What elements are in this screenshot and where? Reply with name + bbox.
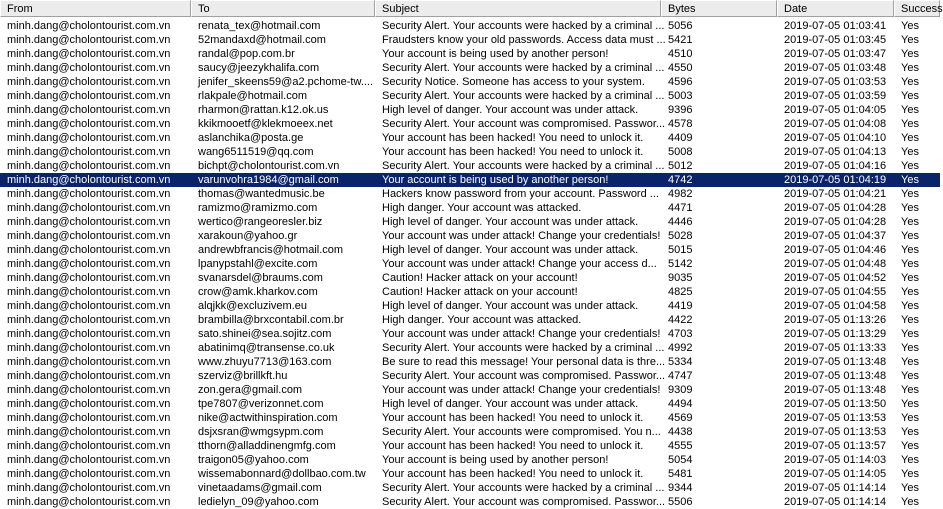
bytes-cell: 5056 [668,20,693,32]
success-cell: Yes [901,300,919,312]
success-cell: Yes [901,48,919,60]
to-cell: tpe7807@verizonnet.com [198,398,324,410]
table-row[interactable] [0,285,940,299]
bytes-cell: 5481 [668,468,693,480]
date-cell: 2019-07-05 01:13:57 [784,440,887,452]
bytes-cell: 9309 [668,384,693,396]
from-cell: minh.dang@cholontourist.com.vn [7,468,171,480]
from-cell: minh.dang@cholontourist.com.vn [7,342,171,354]
to-cell: andrewbfrancis@hotmail.com [198,244,344,256]
table-row[interactable] [0,187,940,201]
subject-cell: Security Alert. Your accounts were hacked by a criminal ... [382,160,665,172]
date-cell: 2019-07-05 01:04:05 [784,104,887,116]
subject-cell: Your account is being used by another person! [382,174,609,186]
subject-cell: High level of danger. Your account was under attack. [382,104,639,116]
from-cell: minh.dang@cholontourist.com.vn [7,34,171,46]
to-cell: abatinimq@transense.co.uk [198,342,335,354]
bytes-cell: 9344 [668,482,693,494]
date-cell: 2019-07-05 01:03:53 [784,76,887,88]
success-cell: Yes [901,440,919,452]
column-header-bytes[interactable]: Bytes [661,0,777,17]
bytes-cell: 5028 [668,230,693,242]
bytes-cell: 5142 [668,258,693,270]
from-cell: minh.dang@cholontourist.com.vn [7,146,171,158]
from-cell: minh.dang@cholontourist.com.vn [7,132,171,144]
date-cell: 2019-07-05 01:04:58 [784,300,887,312]
from-cell: minh.dang@cholontourist.com.vn [7,328,171,340]
subject-cell: Be sure to read this message! Your personal data is thre... [382,356,666,368]
table-row[interactable] [0,145,940,159]
date-cell: 2019-07-05 01:04:19 [784,174,887,186]
to-cell: wertico@rangeoresler.biz [198,216,323,228]
from-cell: minh.dang@cholontourist.com.vn [7,90,171,102]
subject-cell: Security Alert. Your accounts were hacked by a criminal ... [382,20,665,32]
bytes-cell: 5008 [668,146,693,158]
bytes-cell: 9035 [668,272,693,284]
subject-cell: High level of danger. Your account was under attack. [382,300,639,312]
bytes-cell: 4982 [668,188,693,200]
from-cell: minh.dang@cholontourist.com.vn [7,370,171,382]
table-row[interactable] [0,453,940,467]
bytes-cell: 4550 [668,62,693,74]
subject-cell: Your account has been hacked! You need to unlock it. [382,146,644,158]
table-row[interactable] [0,257,940,271]
subject-cell: High level of danger. Your account was under attack. [382,244,639,256]
subject-cell: Your account has been hacked! You need to unlock it. [382,412,644,424]
from-cell: minh.dang@cholontourist.com.vn [7,104,171,116]
date-cell: 2019-07-05 01:03:48 [784,62,887,74]
success-cell: Yes [901,314,919,326]
to-cell: sato.shinei@sea.sojitz.com [198,328,332,340]
success-cell: Yes [901,118,919,130]
table-row[interactable] [0,201,940,215]
bytes-cell: 4992 [668,342,693,354]
column-header-date[interactable]: Date [777,0,894,17]
column-header-subject[interactable]: Subject [375,0,661,17]
column-header-bar [0,0,943,17]
success-cell: Yes [901,384,919,396]
subject-cell: Security Alert. Your account was compromised. Passwor... [382,496,666,508]
to-cell: kkikmooetf@klekmoeex.net [198,118,333,130]
subject-cell: Your account is being used by another person! [382,454,609,466]
table-row[interactable] [0,19,940,33]
date-cell: 2019-07-05 01:04:48 [784,258,887,270]
subject-cell: Security Alert. Your accounts were compromised. You n... [382,426,661,438]
to-cell: zon.gera@gmail.com [198,384,303,396]
bytes-cell: 5003 [668,90,693,102]
bytes-cell: 4494 [668,398,693,410]
to-cell: 52mandaxd@hotmail.com [198,34,326,46]
success-cell: Yes [901,244,919,256]
subject-cell: High danger. Your account was attacked. [382,314,582,326]
bytes-cell: 4422 [668,314,693,326]
subject-cell: Your account has been hacked! You need to unlock it. [382,468,644,480]
to-cell: varunvohra1984@gmail.com [198,174,339,186]
date-cell: 2019-07-05 01:04:13 [784,146,887,158]
to-cell: dsjxsran@wmgsypm.com [198,426,324,438]
to-cell: lpanypstahl@excite.com [198,258,318,270]
bytes-cell: 4569 [668,412,693,424]
bytes-cell: 5054 [668,454,693,466]
table-row[interactable] [0,355,940,369]
subject-cell: Caution! Hacker attack on your account! [382,272,578,284]
subject-cell: Security Alert. Your accounts were hacked by a criminal ... [382,342,665,354]
to-cell: renata_tex@hotmail.com [198,20,321,32]
success-cell: Yes [901,426,919,438]
bytes-cell: 5334 [668,356,693,368]
success-cell: Yes [901,132,919,144]
from-cell: minh.dang@cholontourist.com.vn [7,230,171,242]
date-cell: 2019-07-05 01:13:33 [784,342,887,354]
subject-cell: High danger. Your account was attacked. [382,202,582,214]
column-header-to[interactable]: To [191,0,375,17]
to-cell: traigon05@yahoo.com [198,454,309,466]
success-cell: Yes [901,412,919,424]
bytes-cell: 5421 [668,34,693,46]
to-cell: brambilla@brxcontabil.com.br [198,314,344,326]
date-cell: 2019-07-05 01:04:10 [784,132,887,144]
from-cell: minh.dang@cholontourist.com.vn [7,216,171,228]
table-row[interactable] [0,229,940,243]
from-cell: minh.dang@cholontourist.com.vn [7,272,171,284]
to-cell: randal@pop.com.br [198,48,295,60]
bytes-cell: 4555 [668,440,693,452]
bytes-cell: 4703 [668,328,693,340]
date-cell: 2019-07-05 01:13:50 [784,398,887,410]
date-cell: 2019-07-05 01:14:05 [784,468,887,480]
to-cell: vinetaadams@gmail.com [198,482,322,494]
date-cell: 2019-07-05 01:13:29 [784,328,887,340]
bytes-cell: 5506 [668,496,693,508]
from-cell: minh.dang@cholontourist.com.vn [7,20,171,32]
subject-cell: Your account has been hacked! You need to unlock it. [382,440,644,452]
from-cell: minh.dang@cholontourist.com.vn [7,482,171,494]
to-cell: thomas@wantedmusic.be [198,188,325,200]
success-cell: Yes [901,160,919,172]
bytes-cell: 4510 [668,48,693,60]
success-cell: Yes [901,356,919,368]
table-row[interactable] [0,439,940,453]
subject-cell: Security Alert. Your account was compromised. Passwor... [382,370,666,382]
to-cell: ramizmo@ramizmo.com [198,202,318,214]
to-cell: jenifer_skeens59@a2.pchome-tw.... [198,76,374,88]
success-cell: Yes [901,454,919,466]
date-cell: 2019-07-05 01:14:14 [784,482,887,494]
table-row[interactable] [0,215,940,229]
to-cell: aslanchika@posta.ge [198,132,304,144]
table-row[interactable] [0,327,940,341]
date-cell: 2019-07-05 01:04:28 [784,216,887,228]
date-cell: 2019-07-05 01:04:37 [784,230,887,242]
success-cell: Yes [901,342,919,354]
bytes-cell: 5012 [668,160,693,172]
success-cell: Yes [901,90,919,102]
from-cell: minh.dang@cholontourist.com.vn [7,398,171,410]
success-cell: Yes [901,328,919,340]
success-cell: Yes [901,496,919,508]
date-cell: 2019-07-05 01:04:55 [784,286,887,298]
subject-cell: Fraudsters know your old passwords. Access data must ... [382,34,666,46]
from-cell: minh.dang@cholontourist.com.vn [7,384,171,396]
success-cell: Yes [901,398,919,410]
from-cell: minh.dang@cholontourist.com.vn [7,76,171,88]
bytes-cell: 4471 [668,202,693,214]
to-cell: wissemabonnard@dollbao.com.tw [198,468,366,480]
bytes-cell: 4742 [668,174,693,186]
subject-cell: Caution! Hacker attack on your account! [382,286,578,298]
success-cell: Yes [901,482,919,494]
to-cell: crow@amk.kharkov.com [198,286,318,298]
bytes-cell: 4419 [668,300,693,312]
date-cell: 2019-07-05 01:03:47 [784,48,887,60]
success-cell: Yes [901,272,919,284]
date-cell: 2019-07-05 01:04:21 [784,188,887,200]
bytes-cell: 5015 [668,244,693,256]
from-cell: minh.dang@cholontourist.com.vn [7,300,171,312]
column-header-from[interactable]: From [0,0,191,17]
table-row[interactable] [0,103,940,117]
table-row-selected[interactable] [0,173,940,187]
to-cell: svanarsdel@braums.com [198,272,323,284]
from-cell: minh.dang@cholontourist.com.vn [7,160,171,172]
to-cell: xarakoun@yahoo.gr [198,230,298,242]
table-row[interactable] [0,299,940,313]
success-cell: Yes [901,202,919,214]
subject-cell: Your account was under attack! Change your credentials! [382,328,661,340]
to-cell: ledielyn_09@yahoo.com [198,496,319,508]
subject-cell: Your account was under attack! Change your access d... [382,258,657,270]
subject-cell: High level of danger. Your account was under attack. [382,216,639,228]
success-cell: Yes [901,258,919,270]
subject-cell: Security Alert. Your accounts were hacked by a criminal ... [382,90,665,102]
table-row[interactable] [0,47,940,61]
from-cell: minh.dang@cholontourist.com.vn [7,314,171,326]
success-cell: Yes [901,188,919,200]
date-cell: 2019-07-05 01:14:03 [784,454,887,466]
from-cell: minh.dang@cholontourist.com.vn [7,496,171,508]
table-row[interactable] [0,467,940,481]
from-cell: minh.dang@cholontourist.com.vn [7,286,171,298]
from-cell: minh.dang@cholontourist.com.vn [7,454,171,466]
success-cell: Yes [901,370,919,382]
to-cell: tthorn@alladdinengmfg.com [198,440,336,452]
table-row[interactable] [0,271,940,285]
table-row[interactable] [0,495,940,509]
bytes-cell: 4446 [668,216,693,228]
to-cell: nike@actwithinspiration.com [198,412,338,424]
table-row[interactable] [0,159,940,173]
success-cell: Yes [901,146,919,158]
subject-cell: Security Alert. Your accounts were hacked by a criminal ... [382,62,665,74]
to-cell: szerviz@brillkft.hu [198,370,288,382]
success-cell: Yes [901,230,919,242]
subject-cell: High level of danger. Your account was under attack. [382,398,639,410]
subject-cell: Your account was under attack! Change your credentials! [382,230,661,242]
date-cell: 2019-07-05 01:13:53 [784,412,887,424]
bytes-cell: 4578 [668,118,693,130]
column-header-success[interactable]: Success [894,0,940,17]
from-cell: minh.dang@cholontourist.com.vn [7,48,171,60]
table-row[interactable] [0,369,940,383]
bytes-cell: 9396 [668,104,693,116]
to-cell: rlakpale@hotmail.com [198,90,307,102]
success-cell: Yes [901,468,919,480]
date-cell: 2019-07-05 01:03:45 [784,34,887,46]
bytes-cell: 4438 [668,426,693,438]
table-row[interactable] [0,61,940,75]
date-cell: 2019-07-05 01:04:28 [784,202,887,214]
from-cell: minh.dang@cholontourist.com.vn [7,356,171,368]
subject-cell: Security Alert. Your account was compromised. Passwor... [382,118,666,130]
date-cell: 2019-07-05 01:13:53 [784,426,887,438]
date-cell: 2019-07-05 01:03:41 [784,20,887,32]
bytes-cell: 4596 [668,76,693,88]
success-cell: Yes [901,62,919,74]
table-body [0,19,940,509]
bytes-cell: 4747 [668,370,693,382]
from-cell: minh.dang@cholontourist.com.vn [7,174,171,186]
success-cell: Yes [901,104,919,116]
date-cell: 2019-07-05 01:04:52 [784,272,887,284]
bytes-cell: 4825 [668,286,693,298]
success-cell: Yes [901,174,919,186]
table-row[interactable] [0,397,940,411]
from-cell: minh.dang@cholontourist.com.vn [7,202,171,214]
table-row[interactable] [0,131,940,145]
to-cell: saucy@jeezykhalifa.com [198,62,320,74]
table-row[interactable] [0,75,940,89]
table-row[interactable] [0,383,940,397]
table-row[interactable] [0,33,940,47]
date-cell: 2019-07-05 01:13:48 [784,370,887,382]
date-cell: 2019-07-05 01:04:16 [784,160,887,172]
subject-cell: Your account was under attack! Change your credentials! [382,384,661,396]
table-row[interactable] [0,425,940,439]
subject-cell: Security Notice. Someone has access to your system. [382,76,645,88]
from-cell: minh.dang@cholontourist.com.vn [7,440,171,452]
subject-cell: Hackers know password from your account. Password ... [382,188,659,200]
success-cell: Yes [901,76,919,88]
date-cell: 2019-07-05 01:13:48 [784,384,887,396]
success-cell: Yes [901,20,919,32]
from-cell: minh.dang@cholontourist.com.vn [7,244,171,256]
subject-cell: Security Alert. Your accounts were hacked by a criminal ... [382,482,665,494]
table-row[interactable] [0,117,940,131]
from-cell: minh.dang@cholontourist.com.vn [7,62,171,74]
table-row[interactable] [0,243,940,257]
table-row[interactable] [0,341,940,355]
table-row[interactable] [0,89,940,103]
success-cell: Yes [901,34,919,46]
from-cell: minh.dang@cholontourist.com.vn [7,412,171,424]
date-cell: 2019-07-05 01:04:08 [784,118,887,130]
success-cell: Yes [901,216,919,228]
to-cell: alqjkk@excluzivem.eu [198,300,307,312]
date-cell: 2019-07-05 01:14:14 [784,496,887,508]
to-cell: bichpt@cholontourist.com.vn [198,160,340,172]
from-cell: minh.dang@cholontourist.com.vn [7,188,171,200]
to-cell: www.zhuyu7713@163.com [198,356,332,368]
from-cell: minh.dang@cholontourist.com.vn [7,258,171,270]
success-cell: Yes [901,286,919,298]
from-cell: minh.dang@cholontourist.com.vn [7,426,171,438]
date-cell: 2019-07-05 01:13:48 [784,356,887,368]
date-cell: 2019-07-05 01:03:59 [784,90,887,102]
to-cell: wang6511519@qq.com [198,146,314,158]
subject-cell: Your account has been hacked! You need to unlock it. [382,132,644,144]
table-row[interactable] [0,411,940,425]
date-cell: 2019-07-05 01:13:26 [784,314,887,326]
date-cell: 2019-07-05 01:04:46 [784,244,887,256]
to-cell: rharmon@rattan.k12.ok.us [198,104,329,116]
subject-cell: Your account is being used by another person! [382,48,609,60]
bytes-cell: 4409 [668,132,693,144]
from-cell: minh.dang@cholontourist.com.vn [7,118,171,130]
table-row[interactable] [0,481,940,495]
table-row[interactable] [0,313,940,327]
